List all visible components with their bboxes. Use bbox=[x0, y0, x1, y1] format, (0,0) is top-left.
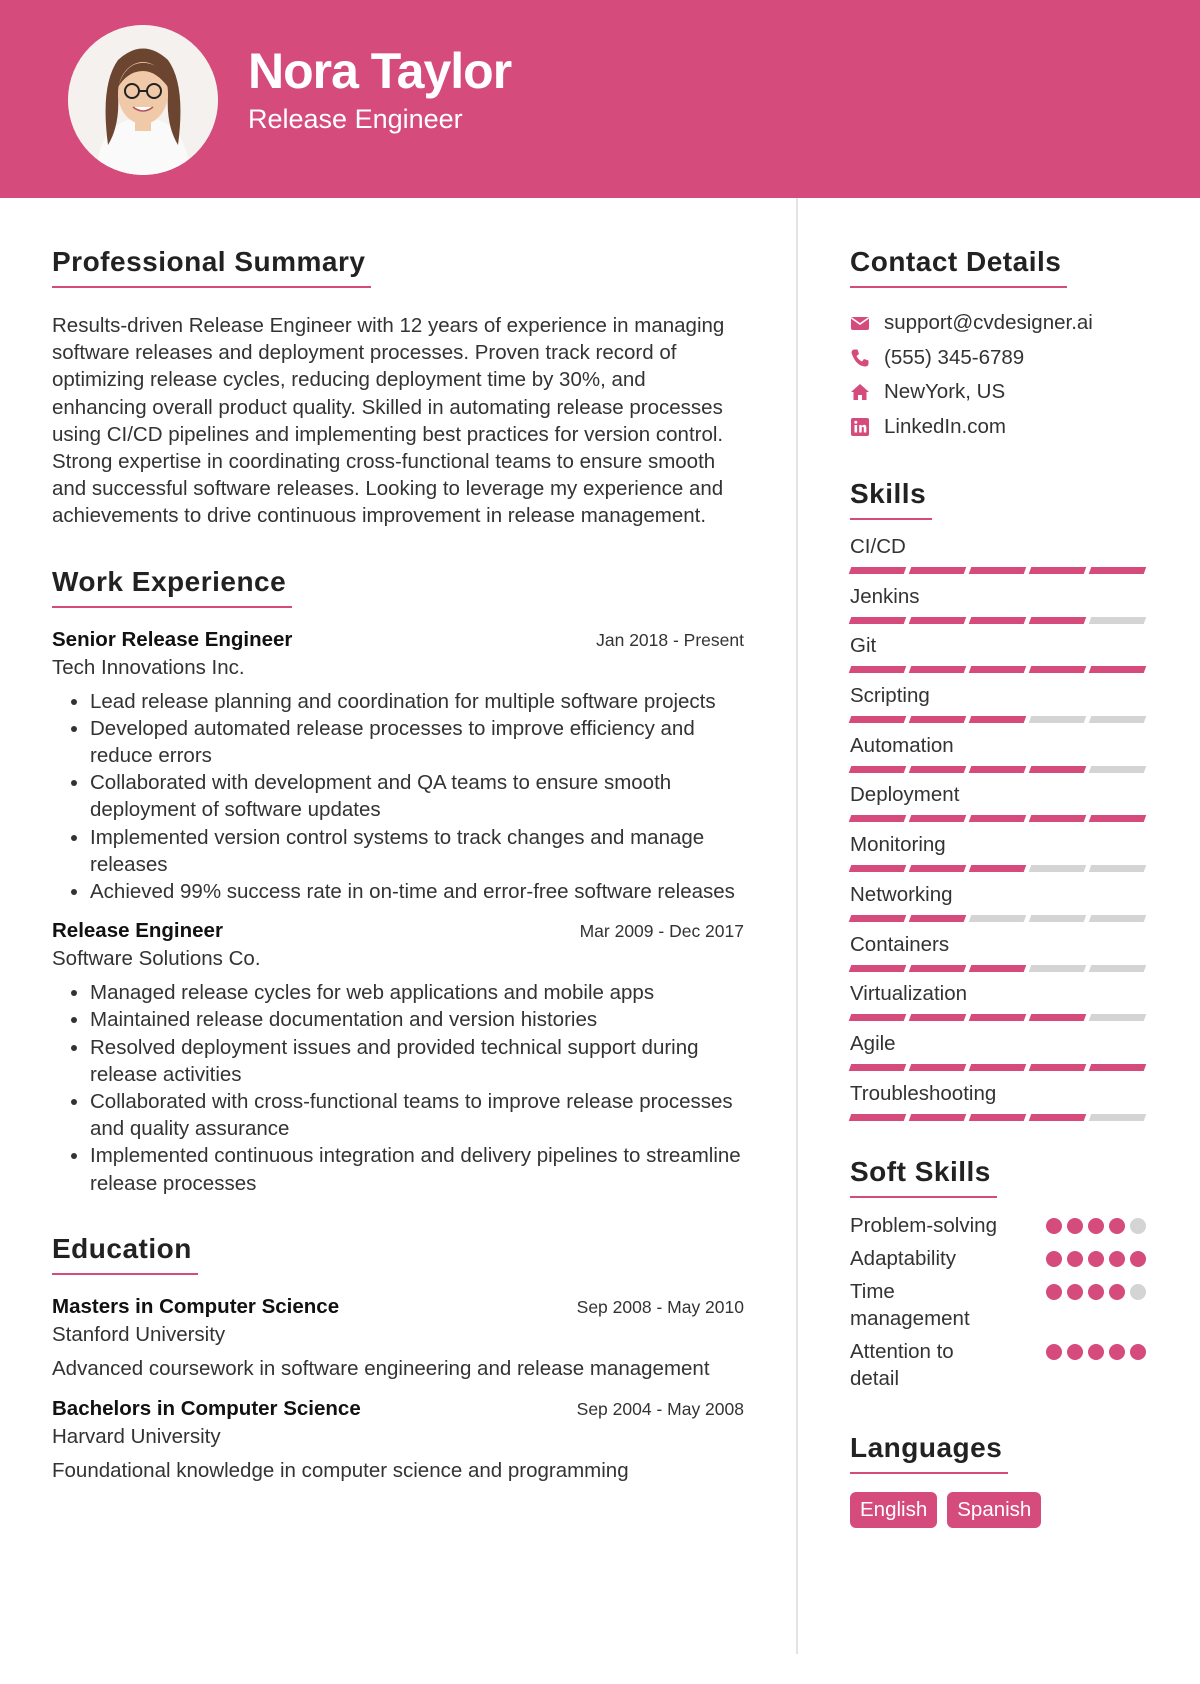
list-item: • Resolved deployment issues and provided technical support during release activities bbox=[90, 1034, 744, 1088]
rating-dot bbox=[1088, 1284, 1104, 1300]
skill-item bbox=[850, 932, 1150, 982]
soft-skill-name: Time management bbox=[850, 1280, 970, 1331]
soft-skill-row bbox=[850, 1338, 1146, 1392]
soft-skill-name: Attention to detail bbox=[850, 1340, 954, 1391]
list-item: • Achieved 99% success rate in on-time and error-free software releases bbox=[90, 878, 744, 905]
rating-dot bbox=[1046, 1344, 1062, 1360]
skill-item bbox=[850, 832, 1150, 882]
candidate-name: Nora Taylor bbox=[248, 43, 512, 99]
skill-level-segment bbox=[909, 567, 967, 574]
list-item: • Maintained release documentation and version histories bbox=[90, 1006, 744, 1033]
skill-level-segment bbox=[1089, 1114, 1147, 1121]
header-banner bbox=[0, 0, 1200, 198]
rating-dot bbox=[1088, 1344, 1104, 1360]
summary-heading: Professional Summary bbox=[52, 246, 371, 288]
list-item: • Collaborated with development and QA teams to ensure smooth deployment of software updates bbox=[90, 769, 744, 823]
skill-level-bar bbox=[850, 965, 1150, 972]
skill-level-segment bbox=[1089, 617, 1147, 624]
language-tags bbox=[850, 1492, 1150, 1528]
skill-level-segment bbox=[969, 815, 1027, 822]
skill-level-segment bbox=[969, 1114, 1027, 1121]
skill-level-segment bbox=[1089, 567, 1147, 574]
skills-list bbox=[850, 534, 1150, 1130]
skill-level-segment bbox=[1089, 716, 1147, 723]
skill-level-segment bbox=[849, 915, 907, 922]
language-tag: Spanish bbox=[947, 1492, 1041, 1528]
rating-dots bbox=[1046, 1218, 1146, 1234]
rating-dot bbox=[1067, 1218, 1083, 1234]
skill-level-segment bbox=[969, 567, 1027, 574]
skill-name: Deployment bbox=[850, 783, 960, 807]
skill-level-segment bbox=[849, 567, 907, 574]
skill-item bbox=[850, 584, 1150, 634]
skill-level-bar bbox=[850, 865, 1150, 872]
skill-level-bar bbox=[850, 1064, 1150, 1071]
rating-dot bbox=[1088, 1218, 1104, 1234]
experience-section bbox=[52, 566, 744, 1197]
skill-level-bar bbox=[850, 617, 1150, 624]
skill-item bbox=[850, 534, 1150, 584]
skill-level-segment bbox=[849, 865, 907, 872]
skill-level-segment bbox=[969, 617, 1027, 624]
skill-level-bar bbox=[850, 666, 1150, 673]
rating-dot bbox=[1109, 1251, 1125, 1267]
skill-level-segment bbox=[969, 915, 1027, 922]
rating-dot bbox=[1130, 1251, 1146, 1267]
soft-skill-row bbox=[850, 1278, 1146, 1332]
skill-level-segment bbox=[1089, 666, 1147, 673]
rating-dot bbox=[1046, 1284, 1062, 1300]
contact-heading: Contact Details bbox=[850, 246, 1067, 288]
phone-icon bbox=[850, 348, 870, 368]
job-bullets bbox=[52, 979, 744, 1197]
skill-level-segment bbox=[849, 1114, 907, 1121]
skill-level-segment bbox=[1029, 766, 1087, 773]
skill-level-bar bbox=[850, 1014, 1150, 1021]
skill-item bbox=[850, 782, 1150, 832]
skill-level-segment bbox=[849, 716, 907, 723]
skill-level-segment bbox=[909, 815, 967, 822]
skill-level-segment bbox=[909, 915, 967, 922]
education-description: Advanced coursework in software engineering and release management bbox=[52, 1356, 710, 1380]
left-column bbox=[52, 246, 744, 1483]
job-title: Senior Release Engineer bbox=[52, 627, 293, 651]
job-entry bbox=[52, 919, 744, 1197]
job-entry bbox=[52, 628, 744, 906]
education-date: Sep 2004 - May 2008 bbox=[576, 1398, 744, 1419]
skill-level-segment bbox=[1029, 716, 1087, 723]
skill-level-segment bbox=[969, 865, 1027, 872]
school-name: Stanford University bbox=[52, 1322, 226, 1346]
list-item: • Managed release cycles for web applications and mobile apps bbox=[90, 979, 744, 1006]
skill-level-segment bbox=[1029, 965, 1087, 972]
skill-level-segment bbox=[1029, 1014, 1087, 1021]
skill-level-segment bbox=[969, 1014, 1027, 1021]
degree-title: Masters in Computer Science bbox=[52, 1294, 340, 1318]
rating-dot bbox=[1067, 1251, 1083, 1267]
job-date: Jan 2018 - Present bbox=[596, 629, 744, 650]
summary-text: Results-driven Release Engineer with 12 years of experience in managing software releases and deployment processes. Proven track record of optimizing release cycles, reducing deployment time by 30%, and enhancing overall product quality. Skilled in automating release processes using CI/CD pipelines and implementing best practices for version control. Strong expertise in coordinating cross-functional teams to ensure smooth and successful software releases. Looking to leverage my experience and achievements to drive continuous improvement in release management. bbox=[52, 314, 725, 528]
skill-level-segment bbox=[849, 815, 907, 822]
rating-dot bbox=[1046, 1251, 1062, 1267]
contact-phone[interactable] bbox=[850, 341, 1150, 376]
rating-dot bbox=[1109, 1284, 1125, 1300]
skill-level-segment bbox=[849, 965, 907, 972]
skill-level-segment bbox=[909, 716, 967, 723]
skill-level-segment bbox=[969, 766, 1027, 773]
soft-skill-name: Problem-solving bbox=[850, 1214, 997, 1238]
column-divider bbox=[796, 198, 798, 1654]
rating-dots bbox=[1046, 1284, 1146, 1300]
experience-heading: Work Experience bbox=[52, 566, 292, 608]
skill-name: Virtualization bbox=[850, 982, 967, 1006]
skill-name: Agile bbox=[850, 1031, 896, 1055]
skill-item bbox=[850, 683, 1150, 733]
rating-dot bbox=[1109, 1218, 1125, 1234]
skill-item bbox=[850, 981, 1150, 1031]
skill-level-segment bbox=[849, 1064, 907, 1071]
job-bullets bbox=[52, 688, 744, 906]
list-item: • Collaborated with cross-functional teams to improve release processes and quality assurance bbox=[90, 1088, 744, 1142]
rating-dots bbox=[1046, 1344, 1146, 1360]
skill-level-segment bbox=[909, 965, 967, 972]
skill-name: Containers bbox=[850, 932, 950, 956]
skill-level-segment bbox=[1089, 766, 1147, 773]
skill-level-bar bbox=[850, 1114, 1150, 1121]
degree-title: Bachelors in Computer Science bbox=[52, 1396, 361, 1420]
skill-level-segment bbox=[909, 1114, 967, 1121]
education-date: Sep 2008 - May 2010 bbox=[576, 1296, 744, 1317]
skill-level-segment bbox=[1029, 865, 1087, 872]
skill-level-bar bbox=[850, 915, 1150, 922]
skill-level-segment bbox=[1029, 815, 1087, 822]
skill-level-segment bbox=[1029, 1064, 1087, 1071]
skill-item bbox=[850, 882, 1150, 932]
skill-level-segment bbox=[1089, 915, 1147, 922]
contact-location bbox=[850, 375, 1150, 410]
job-company: Software Solutions Co. bbox=[52, 947, 261, 971]
list-item: • Developed automated release processes to improve efficiency and reduce errors bbox=[90, 715, 744, 769]
contact-section bbox=[850, 246, 1150, 444]
skill-level-segment bbox=[1029, 666, 1087, 673]
candidate-title: Release Engineer bbox=[248, 104, 463, 134]
languages-section bbox=[850, 1432, 1150, 1528]
skill-level-segment bbox=[849, 766, 907, 773]
school-name: Harvard University bbox=[52, 1424, 221, 1448]
rating-dot bbox=[1109, 1344, 1125, 1360]
skill-item bbox=[850, 733, 1150, 783]
soft-skill-row bbox=[850, 1212, 1146, 1239]
skill-level-segment bbox=[969, 965, 1027, 972]
skill-name: CI/CD bbox=[850, 535, 906, 558]
skill-name: Scripting bbox=[850, 684, 930, 708]
skill-level-segment bbox=[1089, 1064, 1147, 1071]
rating-dot bbox=[1130, 1344, 1146, 1360]
skill-level-segment bbox=[909, 865, 967, 872]
skill-level-segment bbox=[909, 666, 967, 673]
skill-name: Networking bbox=[850, 882, 953, 906]
job-company: Tech Innovations Inc. bbox=[52, 655, 245, 679]
right-column bbox=[850, 246, 1150, 1528]
skill-level-segment bbox=[1029, 567, 1087, 574]
phone-text: (555) 345-6789 bbox=[884, 345, 1025, 369]
skill-level-segment bbox=[969, 716, 1027, 723]
skill-level-segment bbox=[909, 1014, 967, 1021]
list-item: • Implemented continuous integration and delivery pipelines to streamline release processes bbox=[90, 1142, 744, 1196]
skill-level-bar bbox=[850, 815, 1150, 822]
skill-level-segment bbox=[909, 766, 967, 773]
education-heading: Education bbox=[52, 1233, 198, 1275]
home-icon bbox=[850, 382, 870, 402]
education-description: Foundational knowledge in computer science and programming bbox=[52, 1458, 629, 1482]
skill-name: Monitoring bbox=[850, 833, 946, 857]
skill-item bbox=[850, 1081, 1150, 1131]
job-date: Mar 2009 - Dec 2017 bbox=[579, 921, 744, 942]
education-entry bbox=[52, 1295, 744, 1381]
skill-item bbox=[850, 1031, 1150, 1081]
language-tag: English bbox=[850, 1492, 937, 1528]
soft-skills-heading: Soft Skills bbox=[850, 1156, 997, 1198]
languages-heading: Languages bbox=[850, 1432, 1008, 1474]
skill-level-bar bbox=[850, 716, 1150, 723]
linkedin-text: LinkedIn.com bbox=[884, 414, 1006, 438]
envelope-icon bbox=[850, 313, 870, 333]
rating-dot bbox=[1067, 1284, 1083, 1300]
skill-item bbox=[850, 633, 1150, 683]
education-section bbox=[52, 1233, 744, 1483]
soft-skills-section bbox=[850, 1156, 1150, 1392]
contact-email[interactable] bbox=[850, 306, 1150, 341]
rating-dot bbox=[1130, 1284, 1146, 1300]
contact-linkedin[interactable] bbox=[850, 410, 1150, 445]
skill-name: Troubleshooting bbox=[850, 1081, 997, 1105]
education-entry bbox=[52, 1397, 744, 1483]
skill-level-segment bbox=[1029, 915, 1087, 922]
skill-level-bar bbox=[850, 567, 1150, 574]
skill-level-segment bbox=[849, 1014, 907, 1021]
skill-level-segment bbox=[1029, 1114, 1087, 1121]
skill-name: Git bbox=[850, 634, 877, 658]
list-item: • Implemented version control systems to track changes and manage releases bbox=[90, 824, 744, 878]
skill-level-segment bbox=[849, 666, 907, 673]
rating-dot bbox=[1046, 1218, 1062, 1234]
skill-level-segment bbox=[909, 1064, 967, 1071]
skill-level-segment bbox=[909, 617, 967, 624]
skill-level-segment bbox=[1089, 1014, 1147, 1021]
skill-level-segment bbox=[1029, 617, 1087, 624]
location-text: NewYork, US bbox=[884, 380, 1006, 404]
list-item: • Lead release planning and coordination for multiple software projects bbox=[90, 688, 744, 715]
summary-section bbox=[52, 246, 744, 530]
skill-level-segment bbox=[969, 666, 1027, 673]
skills-section bbox=[850, 478, 1150, 1130]
skill-level-segment bbox=[969, 1064, 1027, 1071]
skills-heading: Skills bbox=[850, 478, 932, 520]
skill-level-segment bbox=[849, 617, 907, 624]
skill-name: Jenkins bbox=[850, 584, 920, 608]
skill-name: Automation bbox=[850, 733, 954, 757]
soft-skill-name: Adaptability bbox=[850, 1247, 956, 1271]
skill-level-segment bbox=[1089, 965, 1147, 972]
profile-photo bbox=[68, 25, 218, 175]
soft-skill-row bbox=[850, 1245, 1146, 1272]
skill-level-bar bbox=[850, 766, 1150, 773]
email-text: support@cvdesigner.ai bbox=[884, 311, 1093, 335]
rating-dot bbox=[1130, 1218, 1146, 1234]
linkedin-icon bbox=[850, 417, 870, 437]
job-title: Release Engineer bbox=[52, 919, 223, 943]
rating-dot bbox=[1088, 1251, 1104, 1267]
skill-level-segment bbox=[1089, 815, 1147, 822]
rating-dots bbox=[1046, 1251, 1146, 1267]
rating-dot bbox=[1067, 1344, 1083, 1360]
skill-level-segment bbox=[1089, 865, 1147, 872]
